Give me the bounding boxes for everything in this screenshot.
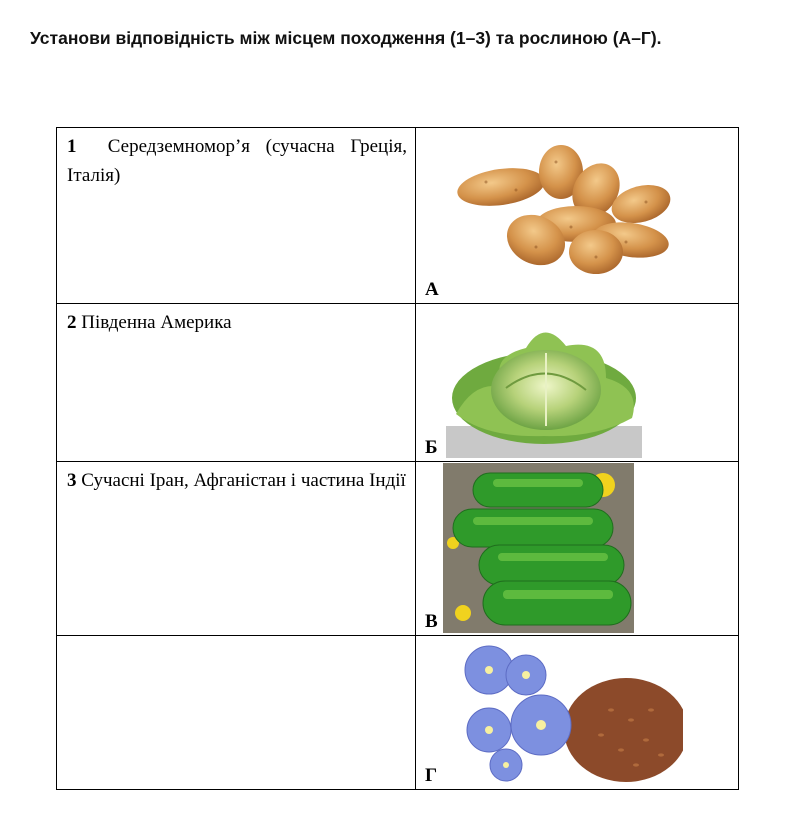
origin-number: 2 (67, 312, 77, 333)
plant-cell-a (416, 128, 739, 304)
table-row (57, 462, 739, 636)
plant-letter: Г (425, 765, 438, 786)
plant-letter: А (425, 279, 439, 300)
origin-text: Сучасні Іран, Афганістан і частина Індії (81, 470, 406, 491)
plant-cell-b (416, 304, 739, 462)
cabbage-image (446, 318, 642, 458)
plant-cell-d (416, 636, 739, 790)
origin-cell-1 (57, 128, 416, 304)
origin-text: Південна Америка (81, 312, 232, 333)
cucumbers-image (443, 463, 634, 633)
table-row (57, 636, 739, 790)
potatoes-image (456, 142, 676, 277)
plant-letter: В (425, 611, 438, 632)
origin-cell-3 (57, 462, 416, 636)
question-text: Установи відповідність між місцем походження (1–3) та рослиною (А–Г). (30, 28, 662, 48)
matching-table (56, 127, 739, 790)
origin-cell-4 (57, 636, 416, 790)
table-row (57, 304, 739, 462)
origin-number: 3 (67, 470, 77, 491)
flax-image (451, 640, 683, 786)
origin-cell-2 (57, 304, 416, 462)
plant-letter: Б (425, 437, 438, 458)
origin-number: 1 (67, 136, 77, 157)
plant-cell-c (416, 462, 739, 636)
origin-text: Середземномор’я (сучасна Греція, Італія) (67, 136, 407, 186)
table-row (57, 128, 739, 304)
